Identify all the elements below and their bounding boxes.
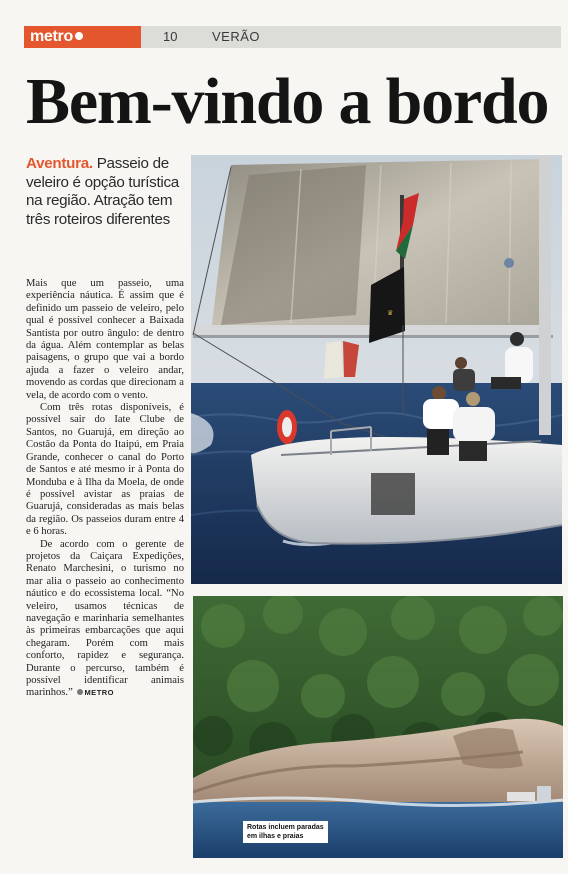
svg-text:♛: ♛: [387, 310, 394, 317]
paragraph-2: Com três rotas disponíveis, é possível sair do Iate Clube de Santos, no Guarujá, em direção ao Costão da Ponta do Itaipú, em Praia Grande, conhecer o canal do Porto de Santos e até mesmo ir à Ponta do Monduba e à Ilha da Moela, de onde é possível avistar as praias de Guarujá, consideradas as mais belas da região. Os passeios duram entre 4 e 6 horas.: [26, 402, 184, 538]
sailboat-photo: [191, 155, 562, 584]
paragraph-1: Mais que um passeio, uma experiência náutica. É assim que é definido um passeio de veleiro, pelo qual é possível conhecer a Baixada Santista por outro ângulo: de dentro da água. Além contemplar as belas paisagens, o grupo que vai a bordo ajuda a fazer o veleiro andar, movendo as cordas que direcionam a vela, de acordo com o vento.: [26, 278, 184, 401]
logo-dot-icon: [75, 32, 83, 40]
kicker: Aventura.: [26, 155, 93, 172]
caption-line-2: em ilhas e praias: [247, 833, 304, 840]
metro-logo[interactable]: metro: [24, 26, 141, 48]
article-deck: [26, 155, 184, 229]
caption-line-1: Rotas incluem paradas: [247, 824, 324, 831]
photo-caption: [243, 821, 328, 843]
article-body: [26, 278, 184, 700]
section-label: VERÃO: [212, 29, 261, 44]
signoff-dot-icon: [77, 689, 83, 695]
paragraph-3-text: De acordo com o gerente de projetos da Caiçara Expedições, Renato Marchesini, o turismo no mar alia o passeio ao conhecimento náutico e do ecossistema local. “No veleiro, usamos técnicas de navegação e marinharia semelhantes às primeiras embarcações que aqui chegaram. Porém com mais conforto, rapidez e segurança. Durante o percurso, também é possível identificar animais marinhos.”: [26, 538, 184, 699]
coastline-photo: [193, 596, 563, 858]
paragraph-3: [26, 539, 184, 700]
headline: Bem-vindo a bordo: [26, 65, 549, 138]
signoff: METRO: [84, 688, 115, 698]
page-number: 10: [163, 29, 178, 44]
deck-text: Passeio de veleiro é opção turística na região. Atração tem três roteiros diferentes: [26, 155, 179, 228]
